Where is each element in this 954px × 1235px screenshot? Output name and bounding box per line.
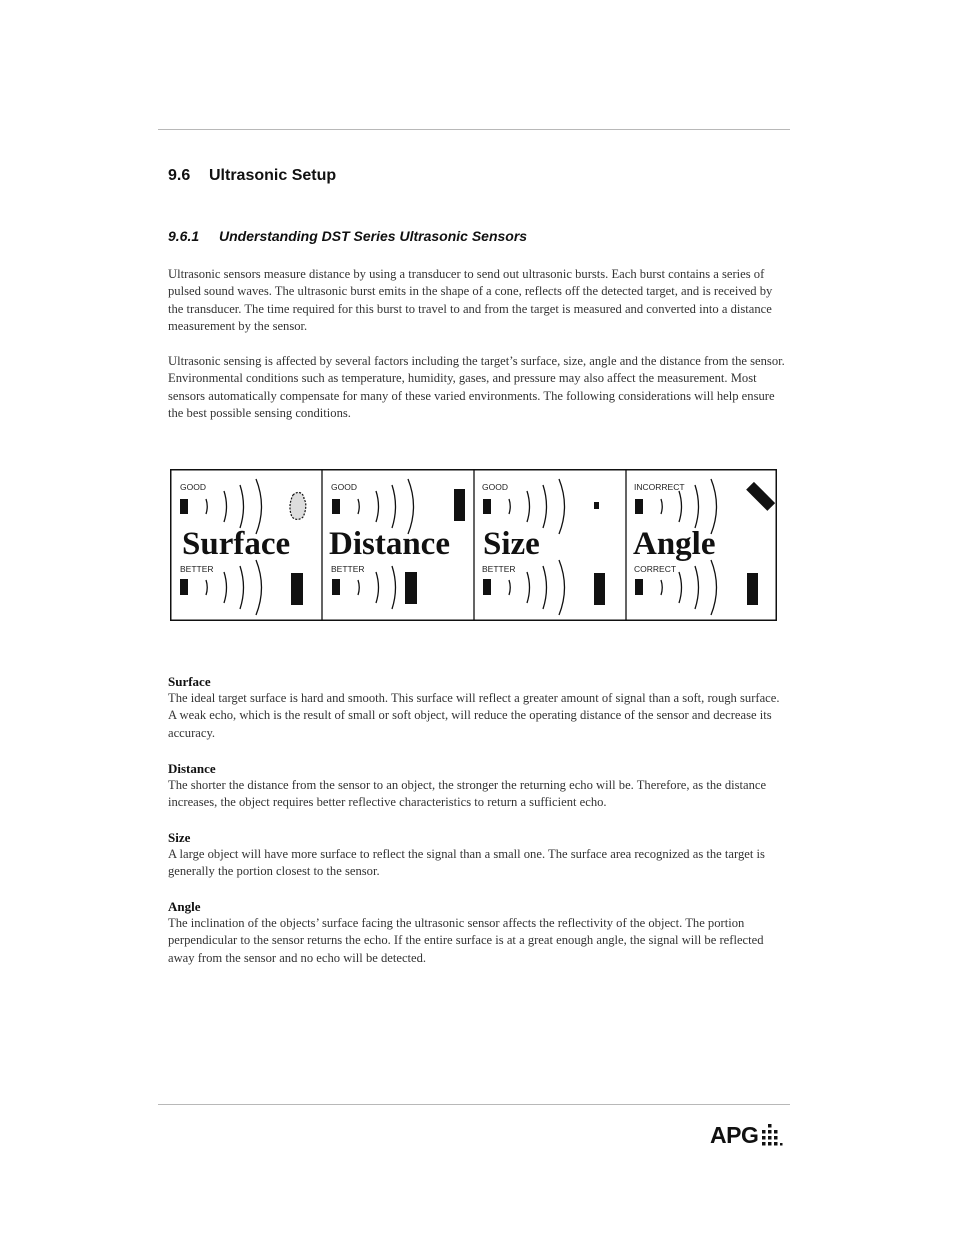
header-rule <box>158 129 790 130</box>
factor-text: The ideal target surface is hard and smooth. This surface will reflect a greater amount of signal than a soft, rough surface. A weak echo, which is the result of small or soft object, will reduce the operating distance of the sensor and decrease its accuracy. <box>168 691 780 740</box>
far-target-icon <box>454 489 465 521</box>
surface-panel-title: Surface <box>182 526 291 562</box>
factor-title: Distance <box>168 761 216 776</box>
section-title: Ultrasonic Setup <box>209 167 337 184</box>
factor-title: Size <box>168 830 191 845</box>
angle-bottom-label: CORRECT <box>634 564 677 574</box>
subsection-heading <box>168 228 527 244</box>
factor-title: Angle <box>168 899 201 914</box>
sensor-icon <box>332 499 340 514</box>
sensor-icon <box>332 579 340 595</box>
angle-top-label: INCORRECT <box>634 482 685 492</box>
distance-top-label: GOOD <box>331 482 357 492</box>
sensing-factors-figure <box>170 469 777 621</box>
section-heading <box>168 167 336 185</box>
factor-angle <box>168 898 786 967</box>
surface-top-label: GOOD <box>180 482 206 492</box>
sensor-icon <box>483 499 491 514</box>
distance-panel-title: Distance <box>329 526 450 562</box>
logo-text: APG <box>710 1121 759 1148</box>
factor-size <box>168 829 786 881</box>
section-number: 9.6 <box>168 167 191 184</box>
small-target-icon <box>594 502 599 509</box>
perpendicular-target-icon <box>747 573 758 605</box>
soft-target-icon <box>290 492 306 519</box>
logo-dot-grid-icon <box>760 1124 784 1146</box>
footer-rule <box>158 1104 790 1105</box>
factor-text: The shorter the distance from the sensor to an object, the stronger the returning echo will be. Therefore, as the distance increases, the object requires better reflective characteristics to return a sufficient echo. <box>168 778 767 810</box>
near-target-icon <box>405 572 417 604</box>
factor-surface <box>168 673 786 742</box>
subsection-number: 9.6.1 <box>168 228 200 244</box>
sensor-icon <box>180 499 188 514</box>
hard-target-icon <box>291 573 303 605</box>
factor-text: A large object will have more surface to reflect the signal than a small one. The surface area recognized as the target is generally the portion closest to the sensor. <box>168 847 765 879</box>
intro-paragraph: Ultrasonic sensors measure distance by using a transducer to send out ultrasonic bursts. Each burst contains a series of pulsed sound waves. The ultrasonic burst emits in the shape of a cone, reflects off the detected target, and is received by the transducer. The time required for this burst to travel to and from the target is measured and converted into a distance measurement by the sensor. <box>168 267 773 333</box>
large-target-icon <box>594 573 605 605</box>
sensor-icon <box>635 579 643 595</box>
factors-paragraph: Ultrasonic sensing is affected by several factors including the target’s surface, size, angle and the distance from the sensor. Environmental conditions such as temperature, humidity, gases, and pressure may also affect the measurement. Most sensors automatically compensate for many of these varied environments. The following considerations will help ensure the best possible sensing conditions. <box>168 354 785 420</box>
angle-panel-title: Angle <box>633 526 716 562</box>
surface-bottom-label: BETTER <box>180 564 214 574</box>
factor-title: Surface <box>168 674 211 689</box>
factor-distance <box>168 760 786 812</box>
size-top-label: GOOD <box>482 482 508 492</box>
sensor-icon <box>635 499 643 514</box>
factor-text: The inclination of the objects’ surface facing the ultrasonic sensor affects the reflectivity of the object. The portion perpendicular to the sensor returns the echo. If the entire surface is at a great enough angle, the signal will be reflected away from the sensor and no echo will be detected. <box>168 916 764 965</box>
sensor-icon <box>180 579 188 595</box>
apg-logo <box>710 1121 784 1149</box>
subsection-title: Understanding DST Series Ultrasonic Sensors <box>219 228 528 244</box>
size-panel-title: Size <box>483 526 540 562</box>
size-bottom-label: BETTER <box>482 564 516 574</box>
sensor-icon <box>483 579 491 595</box>
distance-bottom-label: BETTER <box>331 564 365 574</box>
